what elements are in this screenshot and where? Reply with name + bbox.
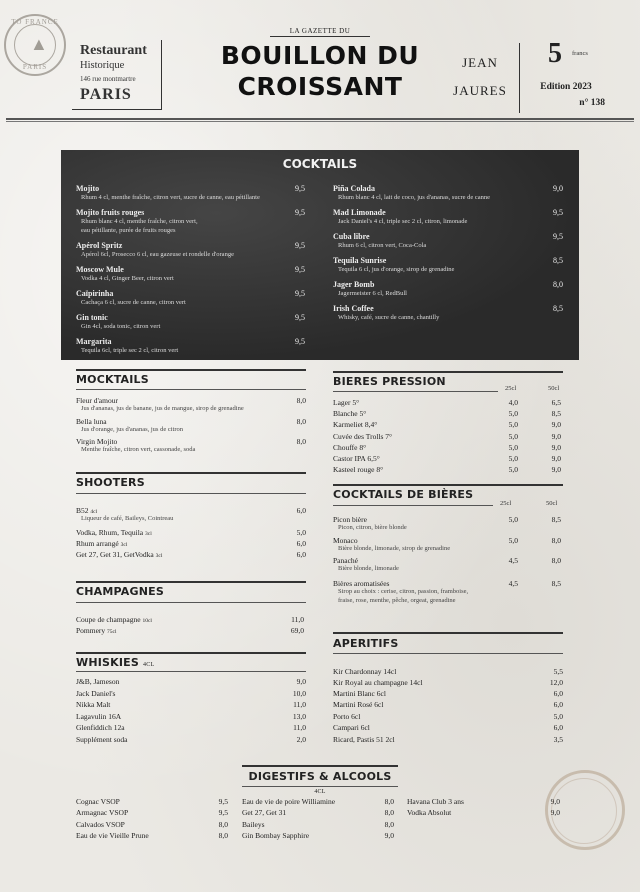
item-desc: Bière blonde, limonade	[338, 565, 399, 572]
item-price: 8,0	[218, 820, 228, 829]
cocktail-desc: Rhum blanc 4 cl, lait de coco, jus d'ananas, sucre de canne	[338, 194, 491, 201]
cocktail-price: 9,5	[295, 313, 305, 322]
beer-row: Castor IPA 6,5°	[333, 454, 380, 463]
item-unit: 75cl	[107, 629, 117, 635]
item-unit: 3cl	[145, 531, 152, 537]
digestifs-title-text: DIGESTIFS & ALCOOLS	[248, 770, 392, 783]
item-desc: Jus d'ananas, jus de banane, jus de mangue, sirop de grenadine	[81, 405, 244, 412]
mocktails-title: MOCKTAILS	[76, 373, 149, 386]
cocktail-price: 9,5	[553, 208, 563, 217]
cocktail-item	[76, 337, 296, 355]
cocktail-desc: eau pétillante, purée de fruits rouges	[81, 227, 176, 234]
list-item	[76, 528, 152, 537]
cocktail-price: 8,0	[553, 280, 563, 289]
item-price: 8,0	[296, 437, 306, 446]
list-item	[76, 626, 117, 635]
cocktail-name: Irish Coffee	[333, 304, 374, 313]
page-title	[200, 40, 440, 102]
digestifs-title	[242, 770, 398, 796]
column-header-25cl: 25cl	[505, 385, 517, 392]
cocktail-item	[333, 304, 553, 322]
price-50cl: 9,0	[551, 454, 561, 463]
price-50cl: 9,0	[551, 432, 561, 441]
item-price: 6,0	[296, 539, 306, 548]
price-25cl: 4,5	[508, 556, 518, 565]
restaurant-label: Restaurant	[80, 43, 147, 58]
item-price: 11,0	[291, 615, 304, 624]
cocktail-desc: Rhum 4 cl, menthe fraîche, citron vert, sucre de canne, eau pétillante	[81, 194, 260, 201]
list-item: Glenfiddich 12a	[76, 723, 125, 732]
list-item: Eau de vie Vieille Prune	[76, 831, 149, 840]
column-header-25cl: 25cl	[500, 500, 512, 507]
cocktail-desc: Tequila 6cl, triple sec 2 cl, citron vert	[81, 347, 179, 354]
item-price: 9,5	[218, 808, 228, 817]
list-item: Campari 6cl	[333, 723, 370, 732]
item-price: 9,0	[550, 797, 560, 806]
price-25cl: 4,0	[508, 398, 518, 407]
section-rule	[333, 391, 498, 392]
price-50cl: 6,5	[551, 398, 561, 407]
cocktail-item	[76, 241, 296, 259]
cocktail-item	[333, 280, 553, 298]
cocktail-price: 9,5	[295, 184, 305, 193]
item-name: Rhum arrangé	[76, 539, 119, 548]
gazette-label: LA GAZETTE DU	[270, 27, 370, 37]
price-50cl: 9,0	[551, 465, 561, 474]
issue-number: n° 138	[579, 98, 605, 108]
list-item: Baileys	[242, 820, 265, 829]
section-rule	[242, 786, 398, 787]
cocktail-name: Tequila Sunrise	[333, 256, 387, 265]
cocktail-desc: Whisky, café, sucre de canne, chantilly	[338, 314, 440, 321]
cocktail-desc: Rhum blanc 4 cl, menthe fraîche, citron vert,	[81, 218, 198, 225]
item-name: Bella luna	[76, 417, 107, 426]
item-price: 8,0	[384, 797, 394, 806]
cocktail-desc: Jagermeister 6 cl, RedBull	[338, 290, 407, 297]
item-price: 6,0	[553, 723, 563, 732]
section-rule	[333, 484, 563, 486]
cocktail-desc: Vodka 4 cl, Ginger Beer, citron vert	[81, 275, 174, 282]
section-rule	[76, 652, 306, 654]
cocktail-price: 9,5	[295, 289, 305, 298]
list-item: Martini Rosé 6cl	[333, 700, 384, 709]
item-unit: 10cl	[142, 618, 152, 624]
list-item	[76, 506, 286, 524]
list-item: Armagnac VSOP	[76, 808, 129, 817]
item-name: Coupe de champagne	[76, 615, 141, 624]
section-rule	[76, 581, 306, 583]
cocktail-name: Margarita	[76, 337, 112, 346]
price-50cl: 9,0	[551, 443, 561, 452]
column-header-50cl: 50cl	[546, 500, 558, 507]
list-item	[76, 417, 286, 435]
price-50cl: 8,5	[551, 579, 561, 588]
cocktail-name: Moscow Mule	[76, 265, 124, 274]
price-25cl: 5,0	[508, 432, 518, 441]
item-desc: fraise, rose, menthe, pêche, orgeat, grenadine	[338, 596, 456, 604]
cocktail-name: Cuba libre	[333, 232, 370, 241]
item-name: B52	[76, 506, 89, 515]
cocktail-name: Mojito fruits rouges	[76, 208, 145, 217]
cocktail-name: Mad Limonade	[333, 208, 386, 217]
section-rule	[333, 632, 563, 634]
list-item: Porto 6cl	[333, 712, 361, 721]
list-item: J&B, Jameson	[76, 677, 120, 686]
item-desc: Picon, citron, bière blonde	[338, 524, 407, 531]
item-name: Monaco	[333, 536, 358, 545]
aperitifs-title: APERITIFS	[333, 637, 399, 650]
list-item: Ricard, Pastis 51 2cl	[333, 735, 395, 744]
list-item	[333, 556, 493, 574]
list-item: Kir Royal au champagne 14cl	[333, 678, 423, 687]
list-item: Get 27, Get 31	[242, 808, 287, 817]
list-item: Supplément soda	[76, 735, 128, 744]
beer-row: Karmeliet 8,4°	[333, 420, 378, 429]
title-line-1: BOUILLON DU	[220, 41, 420, 70]
shooters-title: SHOOTERS	[76, 476, 145, 489]
item-name: Fleur d'amour	[76, 396, 118, 405]
price-50cl: 8,5	[551, 515, 561, 524]
item-price: 69,0	[290, 626, 304, 635]
item-price: 6,0	[553, 700, 563, 709]
jean-label: JEAN	[462, 55, 498, 70]
list-item: Jack Daniel's	[76, 689, 116, 698]
item-name: Vodka, Rhum, Tequila	[76, 528, 144, 537]
item-price: 2,0	[296, 735, 306, 744]
header-divider	[519, 43, 520, 113]
title-line-2: CROISSANT	[237, 72, 403, 101]
champagnes-title: CHAMPAGNES	[76, 585, 164, 598]
price-25cl: 5,0	[508, 454, 518, 463]
list-item	[76, 396, 286, 414]
issue-price: 5	[548, 38, 562, 69]
column-header-50cl: 50cl	[548, 385, 560, 392]
bieres-title: BIERES PRESSION	[333, 375, 446, 388]
cocktails-title: COCKTAILS	[282, 157, 358, 171]
section-rule	[242, 765, 398, 767]
list-item: Cognac VSOP	[76, 797, 120, 806]
price-25cl: 5,0	[508, 409, 518, 418]
cocktail-name: Caïpirinha	[76, 289, 114, 298]
cocktail-item	[76, 184, 296, 202]
cocktail-item	[333, 232, 553, 250]
header-rule-thin	[6, 121, 634, 122]
item-price: 12,0	[549, 678, 563, 687]
item-name: Get 27, Get 31, GetVodka	[76, 550, 154, 559]
item-price: 5,5	[553, 667, 563, 676]
item-price: 9,0	[384, 831, 394, 840]
cocktail-item	[333, 208, 553, 226]
cocktail-desc: Apérol 6cl, Prosecco 6 cl, eau gazeuse et rondelle d'orange	[81, 251, 234, 258]
cocktail-desc: Cachaça 6 cl, sucre de canne, citron vert	[81, 299, 186, 306]
cocktail-name: Mojito	[76, 184, 100, 193]
cocktail-name: Gin tonic	[76, 313, 108, 322]
eiffel-tower-icon: ▲	[30, 34, 48, 54]
item-price: 10,0	[292, 689, 306, 698]
list-item: Kir Chardonnay 14cl	[333, 667, 397, 676]
list-item	[76, 550, 162, 559]
cocktail-desc: Jack Daniel's 4 cl, triple sec 2 cl, citron, limonade	[338, 218, 468, 225]
cocktail-price: 9,0	[553, 184, 563, 193]
cocktail-item	[76, 208, 296, 235]
list-item: Calvados VSOP	[76, 820, 125, 829]
price-25cl: 4,5	[508, 579, 518, 588]
section-rule	[76, 493, 306, 494]
cocktail-desc: Gin 4cl, soda tonic, citron vert	[81, 323, 161, 330]
cocktail-desc: Tequila 6 cl, jus d'orange, sirop de grenadine	[338, 266, 455, 273]
item-price: 8,0	[296, 417, 306, 426]
list-item	[333, 579, 493, 605]
item-price: 8,0	[296, 396, 306, 405]
cocktail-desc: Rhum 6 cl, citron vert, Coca-Cola	[338, 242, 427, 249]
item-price: 11,0	[293, 700, 306, 709]
jaures-label: JAURES	[453, 83, 507, 98]
postmark-stamp	[4, 14, 66, 76]
cocktail-price: 9,5	[295, 241, 305, 250]
beer-row: Cuvée des Trolls 7°	[333, 432, 393, 441]
item-price: 3,5	[553, 735, 563, 744]
list-item: Eau de vie de poire Williamine	[242, 797, 336, 806]
item-price: 6,0	[296, 506, 306, 515]
item-name: Picon bière	[333, 515, 367, 524]
item-name: Pommery	[76, 626, 106, 635]
item-price: 9,5	[218, 797, 228, 806]
cocktails-bieres-title: COCKTAILS DE BIÈRES	[333, 488, 474, 501]
list-item: Havana Club 3 ans	[407, 797, 464, 806]
item-price: 8,0	[384, 808, 394, 817]
beer-row: Blanche 5°	[333, 409, 367, 418]
section-rule	[76, 389, 306, 390]
list-item	[76, 437, 286, 455]
item-name: Panaché	[333, 556, 358, 565]
beer-row: Kasteel rouge 8°	[333, 465, 384, 474]
item-desc: Sirop au choix : cerise, citron, passion, framboise,	[338, 588, 469, 595]
item-desc: Menthe fraîche, citron vert, cassonade, soda	[81, 446, 196, 453]
item-price: 6,0	[553, 689, 563, 698]
cocktail-item	[333, 256, 553, 274]
section-rule	[333, 505, 493, 506]
list-item: Nikka Malt	[76, 700, 111, 709]
francs-label: francs	[572, 50, 588, 57]
item-price: 8,0	[384, 820, 394, 829]
item-desc: Liqueur de café, Baileys, Cointreau	[81, 515, 174, 522]
item-price: 9,0	[296, 677, 306, 686]
cocktail-name: Jager Bomb	[333, 280, 375, 289]
list-item	[333, 515, 493, 533]
item-price: 5,0	[296, 528, 306, 537]
cocktail-price: 9,5	[295, 265, 305, 274]
item-price: 5,0	[553, 712, 563, 721]
cocktail-price: 8,5	[553, 256, 563, 265]
price-25cl: 5,0	[508, 536, 518, 545]
section-rule	[76, 602, 306, 603]
item-price: 13,0	[292, 712, 306, 721]
edition-label: Edition 2023	[540, 82, 592, 92]
cocktail-item	[76, 289, 296, 307]
list-item	[76, 615, 152, 624]
digestifs-unit: 4CL	[314, 789, 326, 795]
item-price: 9,0	[550, 808, 560, 817]
city: PARIS	[80, 86, 132, 103]
item-unit: 4cl	[90, 509, 98, 515]
price-25cl: 5,0	[508, 420, 518, 429]
list-item: Lagavulin 16A	[76, 712, 122, 721]
beer-row: Lager 5°	[333, 398, 360, 407]
price-50cl: 8,5	[551, 409, 561, 418]
item-name: Virgin Mojito	[76, 437, 118, 446]
cocktail-price: 9,5	[553, 232, 563, 241]
historique-label: Historique	[80, 60, 125, 71]
coffee-stain-inner	[551, 778, 617, 844]
price-25cl: 5,0	[508, 443, 518, 452]
stamp-bottom-text: PARIS	[22, 63, 48, 71]
address: 146 rue montmartre	[80, 75, 136, 83]
list-item	[333, 536, 493, 554]
whiskies-title-text: WHISKIES	[76, 656, 140, 669]
item-price: 6,0	[296, 550, 306, 559]
cocktail-name: Apérol Spritz	[76, 241, 123, 250]
item-price: 11,0	[293, 723, 306, 732]
price-25cl: 5,0	[508, 515, 518, 524]
whiskies-unit: 4CL	[143, 662, 155, 668]
cocktail-price: 9,5	[295, 337, 305, 346]
price-50cl: 9,0	[551, 420, 561, 429]
cocktail-item	[76, 313, 296, 331]
price-25cl: 5,0	[508, 465, 518, 474]
item-name: Bières aromatisées	[333, 579, 390, 588]
header-rule	[6, 118, 634, 120]
cocktail-item	[333, 184, 553, 202]
stamp-top-text: TO FRANCE	[11, 18, 59, 26]
item-desc: Bière blonde, limonade, sirop de grenadine	[338, 545, 451, 552]
item-desc: Jus d'orange, jus d'ananas, jus de citron	[81, 426, 183, 433]
beer-row: Chouffe 8°	[333, 443, 367, 452]
section-rule	[76, 472, 306, 474]
section-rule	[333, 371, 563, 373]
item-unit: 3cl	[120, 542, 128, 548]
list-item	[76, 539, 127, 548]
cocktail-price: 8,5	[553, 304, 563, 313]
list-item: Vodka Absolut	[407, 808, 452, 817]
price-50cl: 8,0	[551, 536, 561, 545]
price-50cl: 8,0	[551, 556, 561, 565]
item-price: 8,0	[218, 831, 228, 840]
section-rule	[76, 369, 306, 371]
list-item: Martini Blanc 6cl	[333, 689, 386, 698]
cocktail-price: 9,5	[295, 208, 305, 217]
cocktail-name: Piña Colada	[333, 184, 376, 193]
whiskies-title	[76, 656, 154, 669]
section-rule	[333, 653, 563, 654]
item-unit: 3cl	[155, 553, 163, 559]
cocktail-item	[76, 265, 296, 283]
list-item: Gin Bombay Sapphire	[242, 831, 310, 840]
section-rule	[76, 671, 306, 672]
